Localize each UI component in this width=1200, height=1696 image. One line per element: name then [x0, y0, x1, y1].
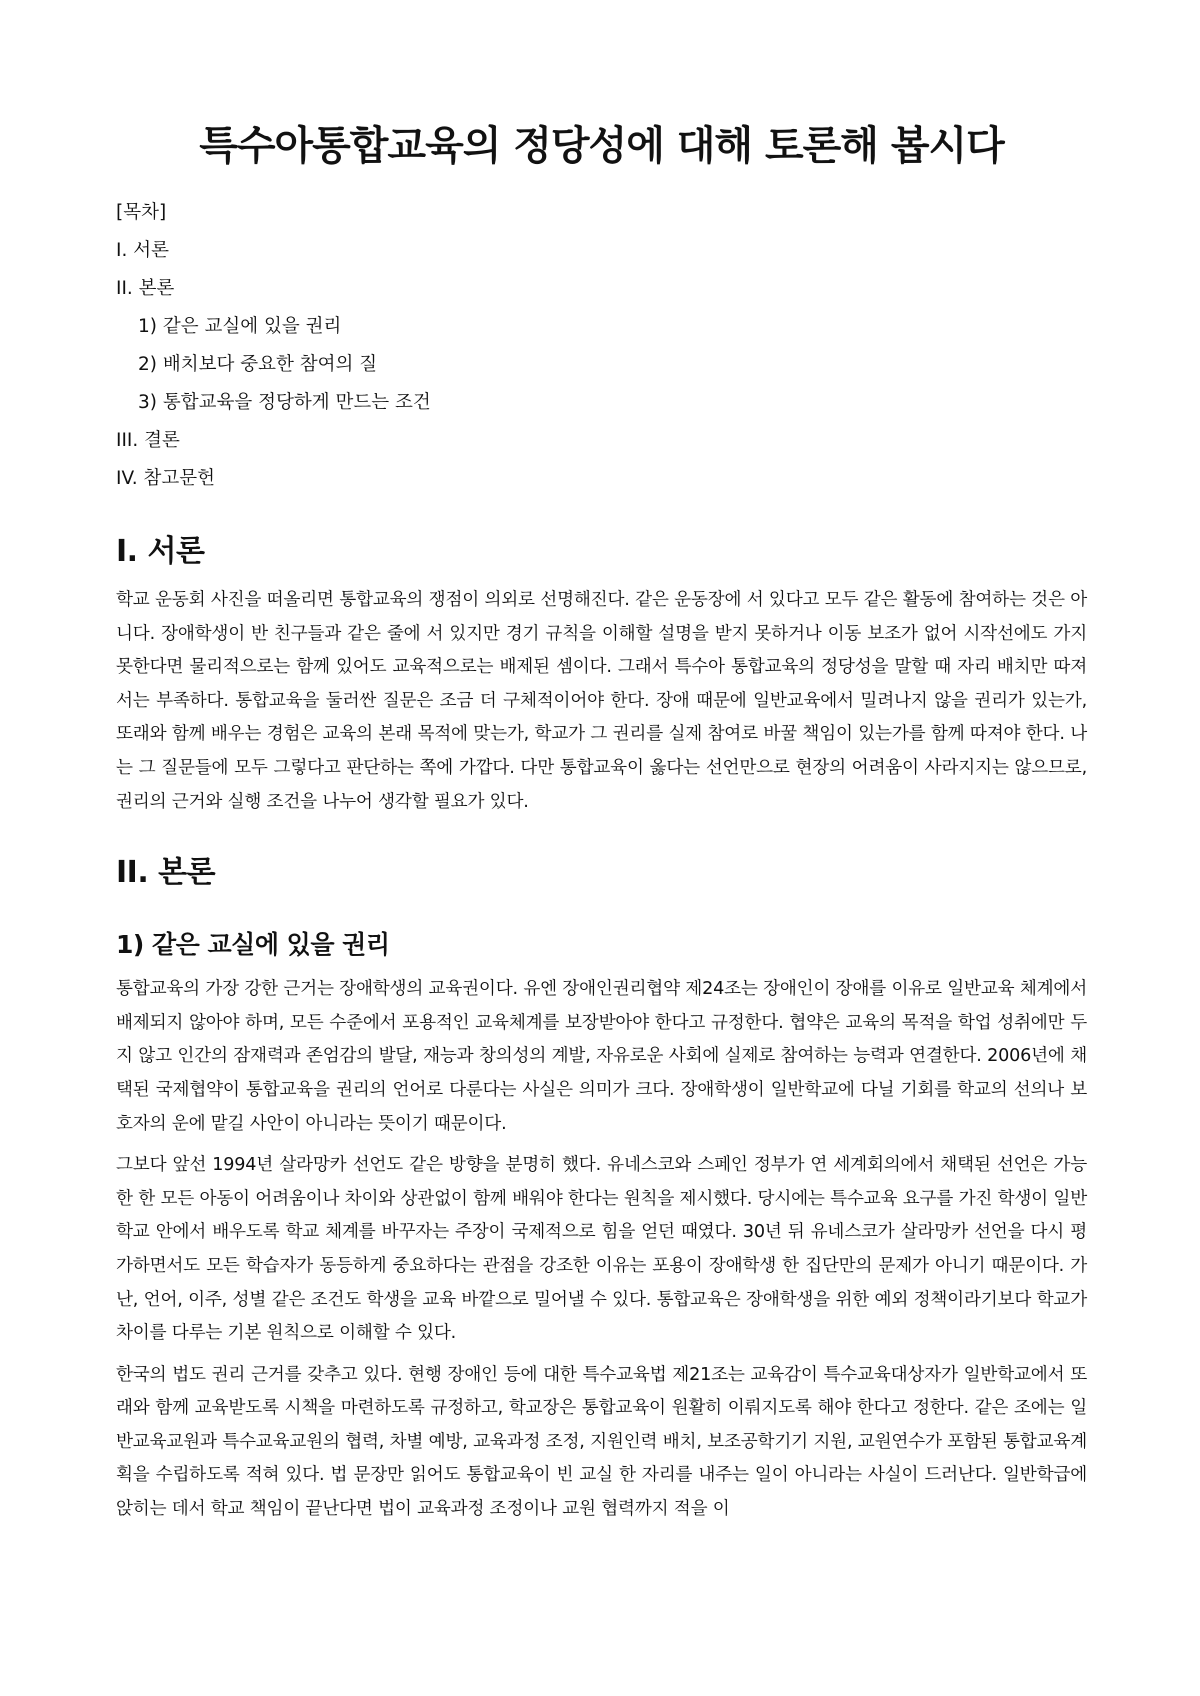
toc-item-conclusion: III. 결론 [116, 430, 180, 451]
document-title: 특수아통합교육의 정당성에 대해 토론해 봅시다 [199, 123, 1004, 169]
body-paragraph: 한국의 법도 권리 근거를 갖추고 있다. 현행 장애인 등에 대한 특수교육법 제21조는 교육감이 특수교육대상자가 일반학교에서 또래와 함께 교육받도록 시책을 마련하도록 규정하고, 학교장은 통합교육이 원활히 이뤄지도록 해야 한다고 정한다. 같은 조에는 일반교육교원과 특수교육교원의 협력, 차별 예방, 교육과정 조정, 지원인력 배치, 보조공학기기 지원, 교원연수가 포함된 통합교육계획을 수립하도록 적혀 있다. 법 문장만 읽어도 통합교육이 빈 교실 한 자리를 내주는 일이 아니라는 사실이 드러난다. 일반학급에 앉히는 데서 학교 책임이 끝난다면 법이 교육과정 조정이나 교원 협력까지 적을 이 [116, 1364, 1087, 1520]
subsection-heading-1: 1) 같은 교실에 있을 권리 [116, 930, 390, 960]
intro-paragraph: 학교 운동회 사진을 떠올리면 통합교육의 쟁점이 의외로 선명해진다. 같은 운동장에 서 있다고 모두 같은 활동에 참여하는 것은 아니다. 장애학생이 반 친구들과 같은 줄에 서 있지만 경기 규칙을 이해할 설명을 받지 못하거나 이동 보조가 없어 시작선에도 가지 못한다면 물리적으로는 함께 있어도 교육적으로는 배제된 셈이다. 그래서 특수아 통합교육의 정당성을 말할 때 자리 배치만 따져서는 부족하다. 통합교육을 둘러싼 질문은 조금 더 구체적이어야 한다. 장애 때문에 일반교육에서 밀려나지 않을 권리가 있는가, 또래와 함께 배우는 경험은 교육의 본래 목적에 맞는가, 학교가 그 권리를 실제 참여로 바꿀 책임이 있는가를 함께 따져야 한다. 나는 그 질문들에 모두 그렇다고 판단하는 쪽에 가깝다. 다만 통합교육이 옳다는 선언만으로 현장의 어려움이 사라지지는 않으므로, 권리의 근거와 실행 조건을 나누어 생각할 필요가 있다. [116, 590, 1087, 812]
toc-item-body-2: 2) 배치보다 중요한 참여의 질 [138, 354, 378, 375]
toc-item-intro: I. 서론 [116, 240, 169, 261]
body-paragraph: 통합교육의 가장 강한 근거는 장애학생의 교육권이다. 유엔 장애인권리협약 제24조는 장애인이 장애를 이유로 일반교육 체계에서 배제되지 않아야 하며, 모든 수준에서 포용적인 교육체계를 보장받아야 한다고 규정한다. 협약은 교육의 목적을 학업 성취에만 두지 않고 인간의 잠재력과 존엄감의 발달, 재능과 창의성의 계발, 자유로운 사회에 실제로 참여하는 능력과 연결한다. 2006년에 채택된 국제협약이 통합교육을 권리의 언어로 다룬다는 사실은 의미가 크다. 장애학생이 일반학교에 다닐 기회를 학교의 선의나 보호자의 운에 맡길 사안이 아니라는 뜻이기 때문이다. [116, 979, 1087, 1134]
toc-item-body-1: 1) 같은 교실에 있을 권리 [138, 316, 342, 337]
toc-item-references: IV. 참고문헌 [116, 468, 215, 489]
section-heading-body: II. 본론 [116, 855, 216, 891]
body-paragraph: 그보다 앞선 1994년 살라망카 선언도 같은 방향을 분명히 했다. 유네스코와 스페인 정부가 연 세계회의에서 채택된 선언은 가능한 한 모든 아동이 어려움이나 차이와 상관없이 함께 배워야 한다는 원칙을 제시했다. 당시에는 특수교육 요구를 가진 학생이 일반학교 안에서 배우도록 학교 체계를 바꾸자는 주장이 국제적으로 힘을 얻던 때였다. 30년 뒤 유네스코가 살라망카 선언을 다시 평가하면서도 모든 학습자가 동등하게 중요하다는 관점을 강조한 이유는 포용이 장애학생 한 집단만의 문제가 아니기 때문이다. 가난, 언어, 이주, 성별 같은 조건도 학생을 교육 바깥으로 밀어낼 수 있다. 통합교육은 장애학생을 위한 예외 정책이라기보다 학교가 차이를 다루는 기본 원칙으로 이해할 수 있다. [116, 1155, 1087, 1344]
table-of-contents [116, 194, 1087, 498]
section-heading-intro: I. 서론 [116, 534, 205, 569]
toc-item-body-3: 3) 통합교육을 정당하게 만드는 조건 [138, 392, 431, 413]
toc-heading: [목차] [116, 202, 167, 223]
toc-item-body: II. 본론 [116, 278, 175, 299]
